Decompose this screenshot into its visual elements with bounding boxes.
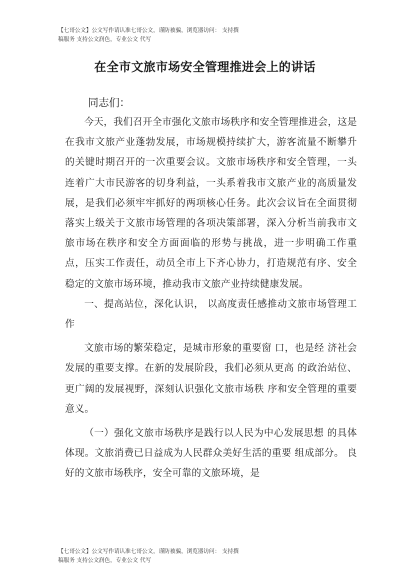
body-paragraph-2: 文旅市场的繁荣稳定，是城市形象的重要窗 口，也是经 济社会发展的重要支撑。在新的发展阶段，我们必须从更高 的政治站位、更广阔的发展视野，深刻认识强化文旅市场秩 序和安全管理的重要意义。	[65, 343, 357, 415]
footer-banner-line-1: 【七哥公文】公文写作请认准七哥公文，谨防被骗，浏览器访问： 支持撰	[58, 549, 239, 555]
section-heading-1: 一、提高站位，深化认识， 以高度责任感推动文旅市场管理工作	[65, 298, 357, 331]
body-paragraph-intro: 今天，我们召开全市强化文旅市场秩序和安全管理推进会，这是在我市文旅产业蓬勃发展，市场规模持续扩大，游客流量不断攀升的关键时期召开的一次重要会议。文旅市场秩序和安全管理，一头连着广大市民游客的切身利益，一头系着我市文旅产业的高质量发展，是我们必须牢牢抓好的两项核心任务。此次会议旨在全面贯彻落实上级关于文旅市场管理的各项决策部署，深入分析当前我市文旅市场在秩序和安全方面面临的形势与挑战，进一步明确工作重点，压实工作责任，动员全市上下齐心协力，打造规范有序、安全稳定的文旅市场环境，推动我市文旅产业持续健康发展。	[65, 117, 358, 290]
header-watermark-banner	[58, 27, 358, 45]
header-banner-line-1: 【七哥公文】公文写作请认准七哥公文，谨防被骗，浏览器访问： 支持撰	[58, 28, 239, 34]
document-title: 在全市文旅市场安全管理推进会上的讲话	[94, 60, 316, 74]
body-paragraph-3: （一）强化文旅市场秩序是践行以人民为中心发展思想 的具体体现。文旅消费已日益成为人民群众美好生活的重要 组成部分。 良好的文旅市场秩序，安全可靠的文旅环境，是	[65, 428, 357, 480]
document-body	[65, 113, 357, 485]
header-banner-line-2: 稿服务 支持公文润色，专业公文 代写	[58, 37, 152, 43]
salutation: 同志们：	[88, 97, 130, 109]
footer-watermark-banner	[58, 548, 358, 566]
footer-banner-line-2: 稿服务 支持公文润色，专业公文 代写	[58, 558, 152, 564]
